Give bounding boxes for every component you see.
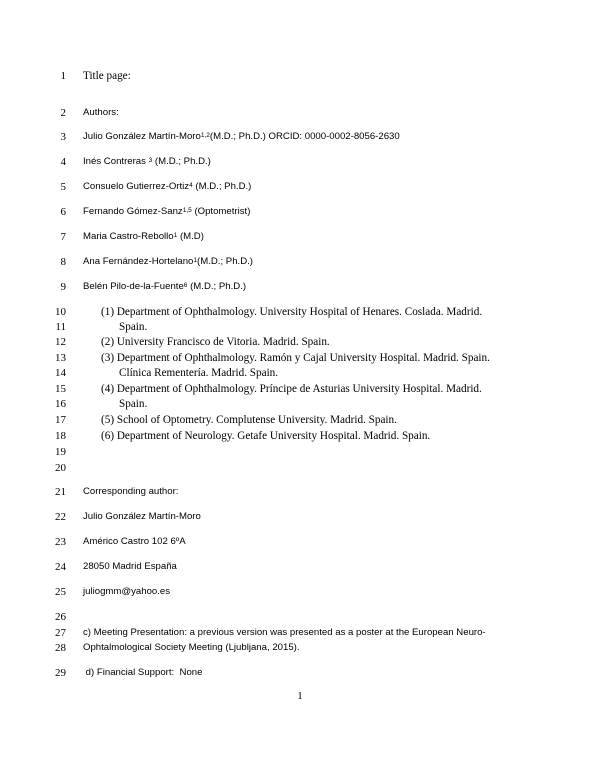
line-number: 10	[55, 306, 66, 318]
author-name: Julio González Martín-Moro	[83, 131, 201, 142]
manuscript-line	[0, 229, 600, 245]
line-number: 4	[60, 156, 66, 168]
contact-email: juliogmm@yahoo.es	[83, 586, 171, 597]
manuscript-line	[0, 584, 600, 600]
author-name: Ana Fernández-Hortelano	[83, 256, 194, 267]
manuscript-line	[0, 154, 600, 170]
manuscript-line	[0, 412, 600, 428]
address-street: Américo Castro 102 6ºA	[83, 536, 186, 547]
affiliation-superscript: 4	[189, 182, 193, 189]
line-number: 7	[60, 231, 66, 243]
author-entry	[83, 279, 246, 295]
author-entry	[83, 204, 250, 220]
line-number: 17	[55, 414, 66, 426]
line-number: 2	[60, 107, 66, 119]
manuscript-line	[0, 444, 600, 460]
author-credentials: (M.D.; Ph.D.)	[154, 156, 211, 167]
manuscript-line	[0, 105, 600, 121]
line-number: 3	[60, 131, 66, 143]
line-number: 5	[60, 181, 66, 193]
author-name: Belén Pilo-de-la-Fuente	[83, 281, 184, 292]
author-entry	[83, 154, 211, 170]
manuscript-line	[0, 559, 600, 575]
manuscript-line	[0, 279, 600, 295]
affiliation-item: (3) Department of Ophthalmology. Ramón y Cajal University Hospital. Madrid. Spain.	[101, 352, 490, 364]
line-number: 24	[55, 561, 66, 573]
author-credentials: (M.D)	[179, 231, 204, 242]
manuscript-line	[0, 381, 600, 397]
authors-heading: Authors:	[83, 107, 119, 118]
author-credentials: (M.D.; Ph.D.)	[197, 256, 253, 267]
author-entry	[83, 179, 251, 195]
author-entry	[83, 229, 204, 245]
affiliation-superscript: 1	[193, 257, 198, 264]
author-entry	[83, 129, 400, 145]
manuscript-line	[0, 254, 600, 270]
line-number: 22	[55, 511, 66, 523]
manuscript-line	[0, 304, 600, 320]
line-number: 28	[55, 642, 66, 654]
line-number: 6	[60, 206, 66, 218]
affiliation-item: (6) Department of Neurology. Getafe University Hospital. Madrid. Spain.	[101, 430, 431, 442]
line-number: 19	[55, 446, 66, 458]
meeting-presentation: c) Meeting Presentation: a previous version was presented as a poster at the European Neuro-	[83, 627, 486, 638]
manuscript-line	[0, 68, 600, 84]
author-name: Maria Castro-Rebollo	[83, 231, 174, 242]
line-number: 23	[55, 536, 66, 548]
line-number: 20	[55, 462, 66, 474]
line-number: 9	[60, 281, 66, 293]
author-credentials: (M.D.; Ph.D.)	[190, 281, 247, 292]
manuscript-line	[0, 204, 600, 220]
manuscript-line	[0, 484, 600, 500]
author-credentials: (Optometrist)	[194, 206, 251, 217]
author-entry	[83, 254, 253, 270]
address-city: 28050 Madrid España	[83, 561, 177, 572]
affiliation-superscript: 6	[183, 282, 188, 289]
author-name: Inés Contreras	[83, 156, 146, 167]
title-page-heading: Title page:	[83, 70, 131, 82]
line-number: 29	[55, 667, 66, 679]
line-number: 13	[55, 352, 66, 364]
affiliation-item: (5) School of Optometry. Complutense University. Madrid. Spain.	[101, 414, 397, 426]
affiliation-continuation: Spain.	[119, 398, 148, 410]
manuscript-line	[0, 350, 600, 366]
affiliation-item: (4) Department of Ophthalmology. Príncipe de Asturias University Hospital. Madrid.	[101, 383, 482, 395]
affiliation-superscript: 1,2	[200, 132, 210, 139]
manuscript-line	[0, 665, 600, 681]
manuscript-line	[0, 334, 600, 350]
manuscript-line	[0, 319, 600, 335]
financial-support: d) Financial Support: None	[83, 667, 203, 678]
author-name: Consuelo Gutierrez-Ortiz	[83, 181, 190, 192]
affiliation-superscript: 1,5	[182, 207, 192, 214]
author-credentials: (M.D.; Ph.D.) ORCID: 0000-0002-8056-2630	[209, 131, 400, 142]
manuscript-line	[0, 365, 600, 381]
line-number: 21	[55, 486, 66, 498]
line-number: 25	[55, 586, 66, 598]
line-number: 27	[55, 627, 66, 639]
line-number: 8	[60, 256, 66, 268]
corresponding-author-name: Julio González Martín-Moro	[83, 511, 201, 522]
line-number: 1	[60, 70, 66, 82]
author-credentials: (M.D.; Ph.D.)	[195, 181, 252, 192]
affiliation-item: (1) Department of Ophthalmology. University Hospital of Henares. Coslada. Madrid.	[101, 306, 483, 318]
manuscript-line	[0, 625, 600, 641]
affiliation-continuation: Spain.	[119, 321, 148, 333]
affiliation-continuation: Clínica Rementería. Madrid. Spain.	[119, 367, 279, 379]
line-number: 15	[55, 383, 66, 395]
line-number: 14	[55, 367, 66, 379]
manuscript-line	[0, 179, 600, 195]
line-number: 11	[55, 321, 66, 333]
manuscript-line	[0, 396, 600, 412]
line-number: 26	[55, 611, 66, 623]
manuscript-line	[0, 129, 600, 145]
corresponding-author-heading: Corresponding author:	[83, 486, 179, 497]
manuscript-line	[0, 609, 600, 625]
line-number: 12	[55, 336, 66, 348]
manuscript-line	[0, 534, 600, 550]
meeting-presentation-continuation: Ophtalmological Society Meeting (Ljubljana, 2015).	[83, 642, 300, 653]
manuscript-line	[0, 640, 600, 656]
affiliation-item: (2) University Francisco de Vitoria. Madrid. Spain.	[101, 336, 330, 348]
author-name: Fernando Gómez-Sanz	[83, 206, 183, 217]
line-number: 16	[55, 398, 66, 410]
line-number: 18	[55, 430, 66, 442]
affiliation-superscript: 1	[173, 232, 178, 239]
page-number: 1	[297, 690, 303, 702]
manuscript-line	[0, 509, 600, 525]
manuscript-line	[0, 428, 600, 444]
manuscript-line	[0, 460, 600, 476]
affiliation-superscript: 3	[148, 157, 153, 164]
